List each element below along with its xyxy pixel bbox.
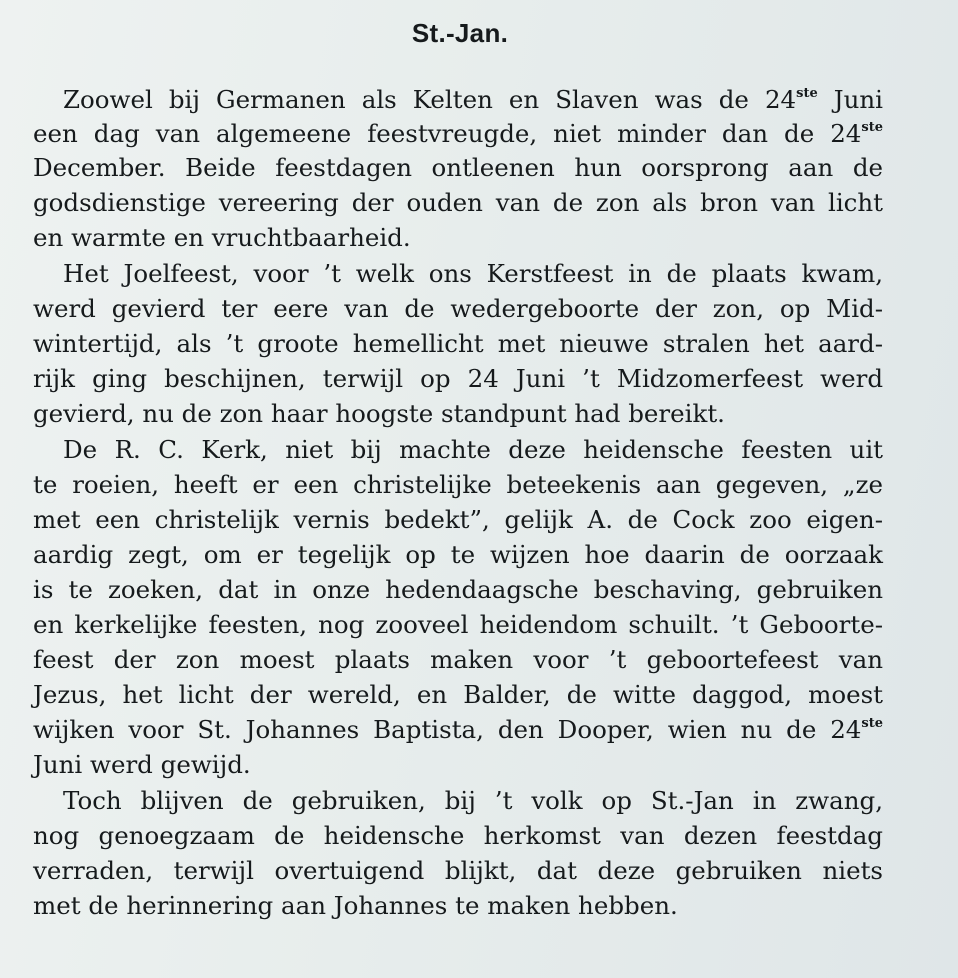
text-line: te roeien, heeft er een christelijke beteekenis aan gegeven, „ze — [33, 470, 883, 499]
text-line: December. Beide feestdagen ontleenen hun oorsprong aan de — [33, 153, 883, 182]
text-line: Toch blijven de gebruiken, bij ’t volk op St.-Jan in zwang, — [63, 786, 883, 815]
text-line: godsdienstige vereering der ouden van de zon als bron van licht — [33, 188, 883, 217]
text-line: Juni werd gewijd. — [33, 750, 251, 779]
text-line: Zoowel bij Germanen als Kelten en Slaven was de 24ste Juni — [63, 85, 883, 114]
text-line: Het Joelfeest, voor ’t welk ons Kerstfeest in de plaats kwam, — [63, 259, 883, 288]
page-title: St.-Jan. — [411, 18, 509, 48]
text-line: De R. C. Kerk, niet bij machte deze heidensche feesten uit — [63, 435, 883, 464]
text-line: en kerkelijke feesten, nog zooveel heidendom schuilt. ’t Geboorte- — [33, 610, 883, 639]
text-line: wijken voor St. Johannes Baptista, den Dooper, wien nu de 24ste — [33, 715, 883, 744]
text-line: en warmte en vruchtbaarheid. — [33, 223, 411, 252]
text-line: verraden, terwijl overtuigend blijkt, dat deze gebruiken niets — [33, 856, 883, 885]
superscript: ste — [796, 86, 818, 101]
superscript: ste — [861, 716, 883, 731]
text-line: met een christelijk vernis bedekt”, gelijk A. de Cock zoo eigen- — [33, 505, 883, 534]
text-line: is te zoeken, dat in onze hedendaagsche beschaving, gebruiken — [33, 575, 883, 604]
text-line: Jezus, het licht der wereld, en Balder, de witte daggod, moest — [33, 680, 883, 709]
text-line: werd gevierd ter eere van de wedergeboorte der zon, op Mid- — [33, 294, 883, 323]
text-line: met de herinnering aan Johannes te maken hebben. — [33, 891, 678, 920]
text-line: nog genoegzaam de heidensche herkomst van dezen feestdag — [33, 821, 883, 850]
text-line: feest der zon moest plaats maken voor ’t geboortefeest van — [33, 645, 883, 674]
superscript: ste — [861, 120, 883, 135]
text-line: gevierd, nu de zon haar hoogste standpunt had bereikt. — [33, 399, 725, 428]
text-line: wintertijd, als ’t groote hemellicht met nieuwe stralen het aard- — [33, 329, 883, 358]
text-line: een dag van algemeene feestvreugde, niet minder dan de 24ste — [33, 119, 883, 148]
text-line: aardig zegt, om er tegelijk op te wijzen hoe daarin de oorzaak — [33, 540, 883, 569]
text-line: rijk ging beschijnen, terwijl op 24 Juni ’t Midzomerfeest werd — [33, 364, 883, 393]
